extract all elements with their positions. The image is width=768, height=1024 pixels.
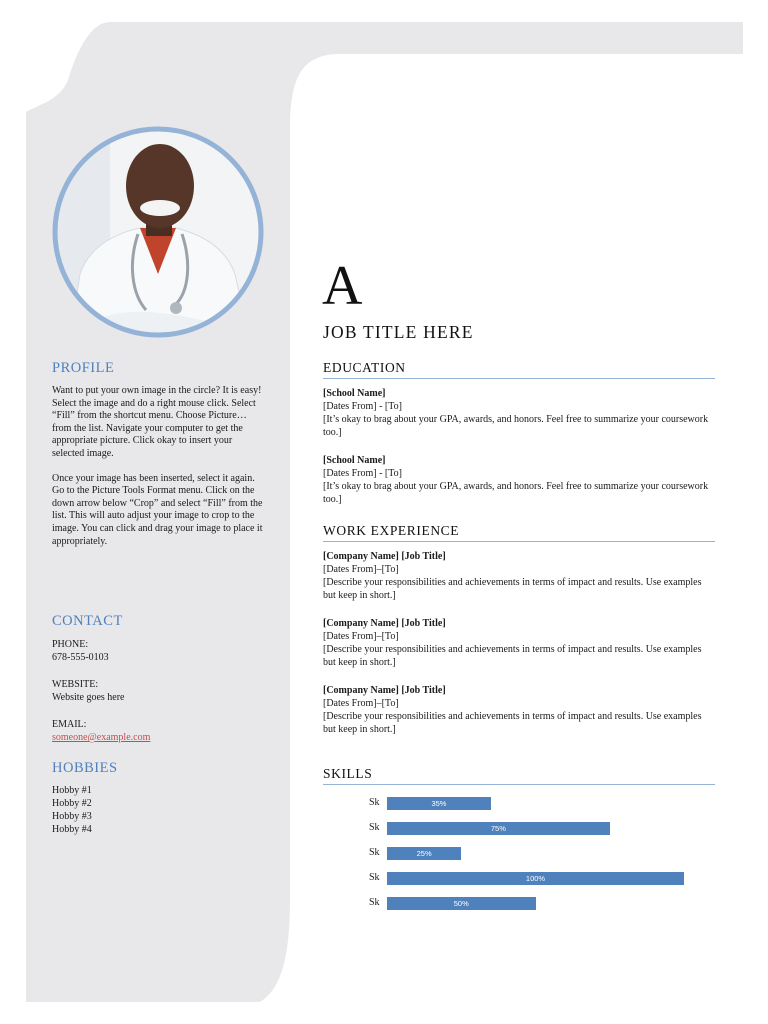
- education-entry: [323, 387, 715, 439]
- work-entry: [323, 684, 715, 736]
- hobby-item: Hobby #4: [52, 824, 92, 835]
- skill-bar: [387, 797, 491, 810]
- profile-paragraph: Once your image has been inserted, select it again. Go to the Picture Tools Format menu. Click on the down arrow below “Crop” and select “Fill” from the list. This will auto adjust your image to crop to the image. You can click and drag your image to place it appropriately.: [52, 472, 263, 547]
- contact-phone: [52, 638, 109, 664]
- website-label: WEBSITE:: [52, 679, 99, 690]
- skill-row: [323, 796, 715, 810]
- skill-percent-label: 35%: [431, 799, 447, 808]
- profile-heading: PROFILE: [52, 360, 115, 376]
- person-photo-icon: [50, 124, 266, 340]
- work-heading: WORK EXPERIENCE: [323, 523, 715, 542]
- skill-row: [323, 846, 715, 860]
- skill-row: [323, 821, 715, 835]
- hobby-item: Hobby #1: [52, 785, 92, 796]
- skill-bar: [387, 897, 536, 910]
- work-dates: [Dates From]–[To]: [323, 564, 399, 575]
- skill-percent-label: 50%: [453, 899, 469, 908]
- skill-bar: [387, 822, 610, 835]
- skill-percent-label: 25%: [416, 849, 432, 858]
- contact-email: [52, 718, 150, 744]
- job-title: JOB TITLE HERE: [323, 322, 474, 342]
- skill-percent-label: 75%: [490, 824, 506, 833]
- email-link[interactable]: someone@example.com: [52, 732, 151, 743]
- skills-heading: SKILLS: [323, 766, 715, 785]
- profile-paragraph: Want to put your own image in the circle? It is easy! Select the image and do a right mouse click. Select “Fill” from the shortcut menu. Choose Picture… from the list. Navigate your computer to get the appropriate picture. Click okay to insert your selected image.: [52, 385, 262, 459]
- company-job: [Company Name] [Job Title]: [323, 551, 446, 562]
- company-job: [Company Name] [Job Title]: [323, 618, 446, 629]
- skill-row: [323, 896, 715, 910]
- work-entry: [323, 550, 715, 602]
- work-dates: [Dates From]–[To]: [323, 631, 399, 642]
- work-description: [Describe your responsibilities and achievements in terms of impact and results. Use examples but keep in short.]: [323, 644, 702, 668]
- education-heading: EDUCATION: [323, 360, 715, 379]
- profile-text: [52, 385, 264, 548]
- profile-photo: [50, 124, 266, 340]
- skill-percent-label: 100%: [525, 874, 546, 883]
- name-initial: A: [322, 255, 363, 317]
- skill-row: [323, 871, 715, 885]
- hobby-item: Hobby #3: [52, 811, 92, 822]
- work-description: [Describe your responsibilities and achievements in terms of impact and results. Use examples but keep in short.]: [323, 577, 702, 601]
- education-entry: [323, 454, 715, 506]
- skill-label: Sk: [369, 822, 380, 833]
- hobbies-list: [52, 784, 92, 836]
- hobby-item: Hobby #2: [52, 798, 92, 809]
- contact-heading: CONTACT: [52, 613, 123, 629]
- school-dates: [Dates From] - [To]: [323, 468, 402, 479]
- website-value: Website goes here: [52, 692, 125, 703]
- contact-website: [52, 678, 125, 704]
- email-label: EMAIL:: [52, 719, 87, 730]
- skill-label: Sk: [369, 872, 380, 883]
- school-name: [School Name]: [323, 455, 386, 466]
- work-entry: [323, 617, 715, 669]
- skill-bar: [387, 872, 684, 885]
- school-name: [School Name]: [323, 388, 386, 399]
- company-job: [Company Name] [Job Title]: [323, 685, 446, 696]
- school-dates: [Dates From] - [To]: [323, 401, 402, 412]
- phone-label: PHONE:: [52, 639, 89, 650]
- phone-value: 678-555-0103: [52, 652, 109, 663]
- skill-label: Sk: [369, 847, 380, 858]
- work-dates: [Dates From]–[To]: [323, 698, 399, 709]
- hobbies-heading: HOBBIES: [52, 760, 118, 776]
- school-description: [It’s okay to brag about your GPA, awards, and honors. Feel free to summarize your coursework too.]: [323, 414, 709, 438]
- skill-label: Sk: [369, 897, 380, 908]
- work-description: [Describe your responsibilities and achievements in terms of impact and results. Use examples but keep in short.]: [323, 711, 702, 735]
- skill-bar: [387, 847, 461, 860]
- skill-label: Sk: [369, 797, 380, 808]
- school-description: [It’s okay to brag about your GPA, awards, and honors. Feel free to summarize your coursework too.]: [323, 481, 709, 505]
